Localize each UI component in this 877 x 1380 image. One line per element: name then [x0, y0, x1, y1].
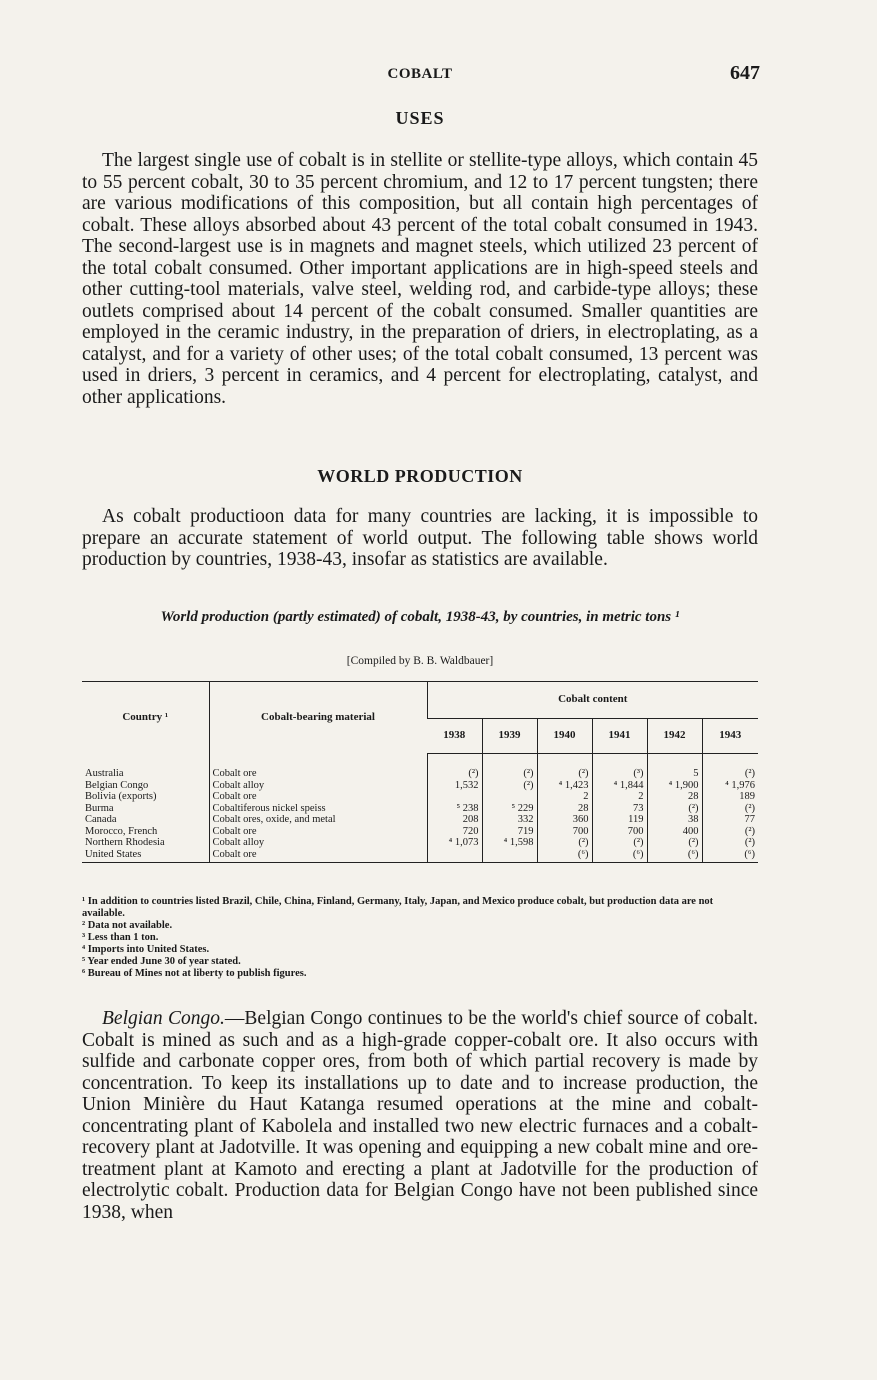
header-year: 1942 — [647, 719, 702, 754]
cell-value: 700 — [537, 826, 592, 838]
cell-value: 77 — [702, 814, 758, 826]
table-row — [82, 826, 758, 838]
cell-value: 719 — [482, 826, 537, 838]
footnote: ⁵ Year ended June 30 of year stated. — [82, 956, 241, 967]
cell-value: 400 — [647, 826, 702, 838]
table-caption: World production (partly estimated) of cobalt, 1938-43, by countries, in metric tons ¹ — [160, 609, 680, 625]
cell-value: 720 — [427, 826, 482, 838]
cell-value: ⁵ 238 — [427, 803, 482, 815]
table-row — [82, 814, 758, 826]
cell-material: Cobalt ores, oxide, and metal — [209, 814, 427, 826]
cell-value: 28 — [647, 791, 702, 803]
cell-value: (³) — [592, 754, 647, 780]
cell-value: (⁶) — [592, 849, 647, 863]
footnote: ³ Less than 1 ton. — [82, 932, 159, 943]
cell-value: ⁴ 1,073 — [427, 837, 482, 849]
cell-value: (²) — [482, 780, 537, 792]
cell-value: 5 — [647, 754, 702, 780]
page-number: 647 — [730, 62, 760, 84]
footnote: ⁶ Bureau of Mines not at liberty to publish figures. — [82, 968, 307, 979]
world-production-heading: WORLD PRODUCTION — [317, 466, 523, 486]
cell-value — [482, 791, 537, 803]
cell-value: (²) — [702, 754, 758, 780]
cell-value: (²) — [592, 837, 647, 849]
cell-material: Cobaltiferous nickel speiss — [209, 803, 427, 815]
header-cobalt-content: Cobalt content — [427, 682, 758, 719]
running-head — [80, 62, 760, 86]
cell-value: 2 — [592, 791, 647, 803]
cell-value: 189 — [702, 791, 758, 803]
cell-value: 119 — [592, 814, 647, 826]
cell-value: 2 — [537, 791, 592, 803]
cell-value: (⁶) — [537, 849, 592, 863]
belgian-congo-lead: Belgian Congo. — [102, 1008, 225, 1029]
cell-value: (²) — [702, 826, 758, 838]
cell-country: Canada — [85, 814, 117, 825]
cell-country: United States — [82, 849, 209, 863]
cell-material: Cobalt ore — [209, 791, 427, 803]
cell-value: ⁴ 1,900 — [647, 780, 702, 792]
cell-value: 1,532 — [427, 780, 482, 792]
cell-country: Burma — [85, 802, 114, 814]
belgian-congo-text — [82, 1008, 758, 1223]
footnote: ¹ In addition to countries listed Brazil, Chile, China, Finland, Germany, Italy, Japan, and Mexico produce cobalt, but production data are not available. — [82, 896, 714, 919]
header-year: 1940 — [537, 719, 592, 754]
table-row — [82, 849, 758, 863]
footnote: ² Data not available. — [82, 920, 173, 931]
cell-material: Cobalt ore — [209, 849, 427, 863]
cell-value: (²) — [647, 803, 702, 815]
cell-value: 700 — [592, 826, 647, 838]
belgian-congo-body: —Belgian Congo continues to be the world's chief source of cobalt. Cobalt is mined as such and as a high-grade copper-cobalt ore. It also occurs with sulfide and carbonate copper ores, from both of which partial recovery is made by concentration. To keep its installations up to date and to increase production, the Union Minière du Haut Katanga resumed operations at the mine and cobalt-concentrating plant of Kabolela and installed two new electric furnaces and a cobalt-recovery plant at Jadotville. It was opening and equipping a new cobalt mine and ore-treatment plant at Kamoto and erecting a plant at Jadotville for the production of electrolytic cobalt. Production data for Belgian Congo have not been published since 1938, when — [82, 1008, 758, 1223]
cell-value: (²) — [482, 754, 537, 780]
header-material: Cobalt-bearing material — [209, 682, 427, 754]
cell-value: (²) — [702, 803, 758, 815]
cell-value: 73 — [592, 803, 647, 815]
table-compiled-by: [Compiled by B. B. Waldbauer] — [346, 655, 494, 667]
world-production-paragraph — [82, 506, 758, 571]
cell-country: Belgian Congo — [85, 779, 149, 791]
table-body — [82, 754, 758, 863]
header-year: 1939 — [482, 719, 537, 754]
cell-value: (²) — [647, 837, 702, 849]
cell-country: Northern Rhodesia — [85, 837, 165, 848]
cell-value — [427, 849, 482, 863]
uses-paragraph — [82, 150, 758, 408]
cell-value: ⁴ 1,844 — [592, 780, 647, 792]
running-title: COBALT — [387, 66, 453, 82]
cell-value: ⁴ 1,423 — [537, 780, 592, 792]
uses-heading: USES — [395, 108, 445, 128]
table-row — [82, 780, 758, 792]
cell-value: ⁴ 1,976 — [702, 780, 758, 792]
cell-value: 38 — [647, 814, 702, 826]
table-row — [82, 837, 758, 849]
table-row — [82, 803, 758, 815]
belgian-congo-paragraph — [82, 1008, 758, 1223]
world-production-text: As cobalt productioon data for many countries are lacking, it is impossible to prepare an accurate statement of world output. The following table shows world production by countries, 1938-43, insofar as statistics are available. — [82, 506, 758, 570]
cell-material: Cobalt ore — [209, 754, 427, 780]
production-table — [82, 681, 758, 863]
cell-value: 332 — [482, 814, 537, 826]
cell-value: (⁶) — [702, 849, 758, 863]
cell-country: Morocco, French — [85, 825, 158, 837]
cell-value: (²) — [702, 837, 758, 849]
cell-material: Cobalt alloy — [209, 837, 427, 849]
cell-value: (²) — [537, 754, 592, 780]
cell-country: Bolivia (exports) — [85, 791, 157, 802]
cell-country: Australia — [85, 767, 124, 779]
header-year: 1943 — [702, 719, 758, 754]
cell-value: ⁴ 1,598 — [482, 837, 537, 849]
cell-value: (²) — [427, 754, 482, 780]
uses-text: The largest single use of cobalt is in stellite or stellite-type alloys, which contain 45 to 55 percent cobalt, 30 to 35 percent chromium, and 12 to 17 percent tungsten; there are various modifications of this composition, but all contain high percentages of cobalt. These alloys absorbed about 43 percent of the total cobalt consumed in 1943. The second-largest use is in magnets and magnet steels, which utilized 23 percent of the total cobalt consumed. Other important applications are in high-speed steels and other cutting-tool materials, valve steel, welding rod, and carbide-type alloys; these outlets comprised about 14 percent of the cobalt consumed. Smaller quantities are employed in the ceramic industry, in the preparation of driers, in electroplating, as a catalyst, and for a variety of other uses; of the total cobalt consumed, 13 percent was used in driers, 3 percent in ceramics, and 4 percent for electroplating, catalyst, and other applications. — [82, 150, 758, 408]
table-footnotes — [82, 896, 758, 980]
cell-value: 208 — [427, 814, 482, 826]
cell-material: Cobalt ore — [209, 826, 427, 838]
cell-value: 28 — [537, 803, 592, 815]
header-year: 1941 — [592, 719, 647, 754]
cell-value: (²) — [537, 837, 592, 849]
cell-value: (⁶) — [647, 849, 702, 863]
cell-value: ⁵ 229 — [482, 803, 537, 815]
cell-value — [427, 791, 482, 803]
cell-material: Cobalt alloy — [209, 780, 427, 792]
cell-value — [482, 849, 537, 863]
cell-value: 360 — [537, 814, 592, 826]
table-row — [82, 791, 758, 803]
header-country: Country ¹ — [82, 682, 209, 754]
footnote: ⁴ Imports into United States. — [82, 944, 210, 955]
table-row — [82, 754, 758, 780]
header-year: 1938 — [427, 719, 482, 754]
